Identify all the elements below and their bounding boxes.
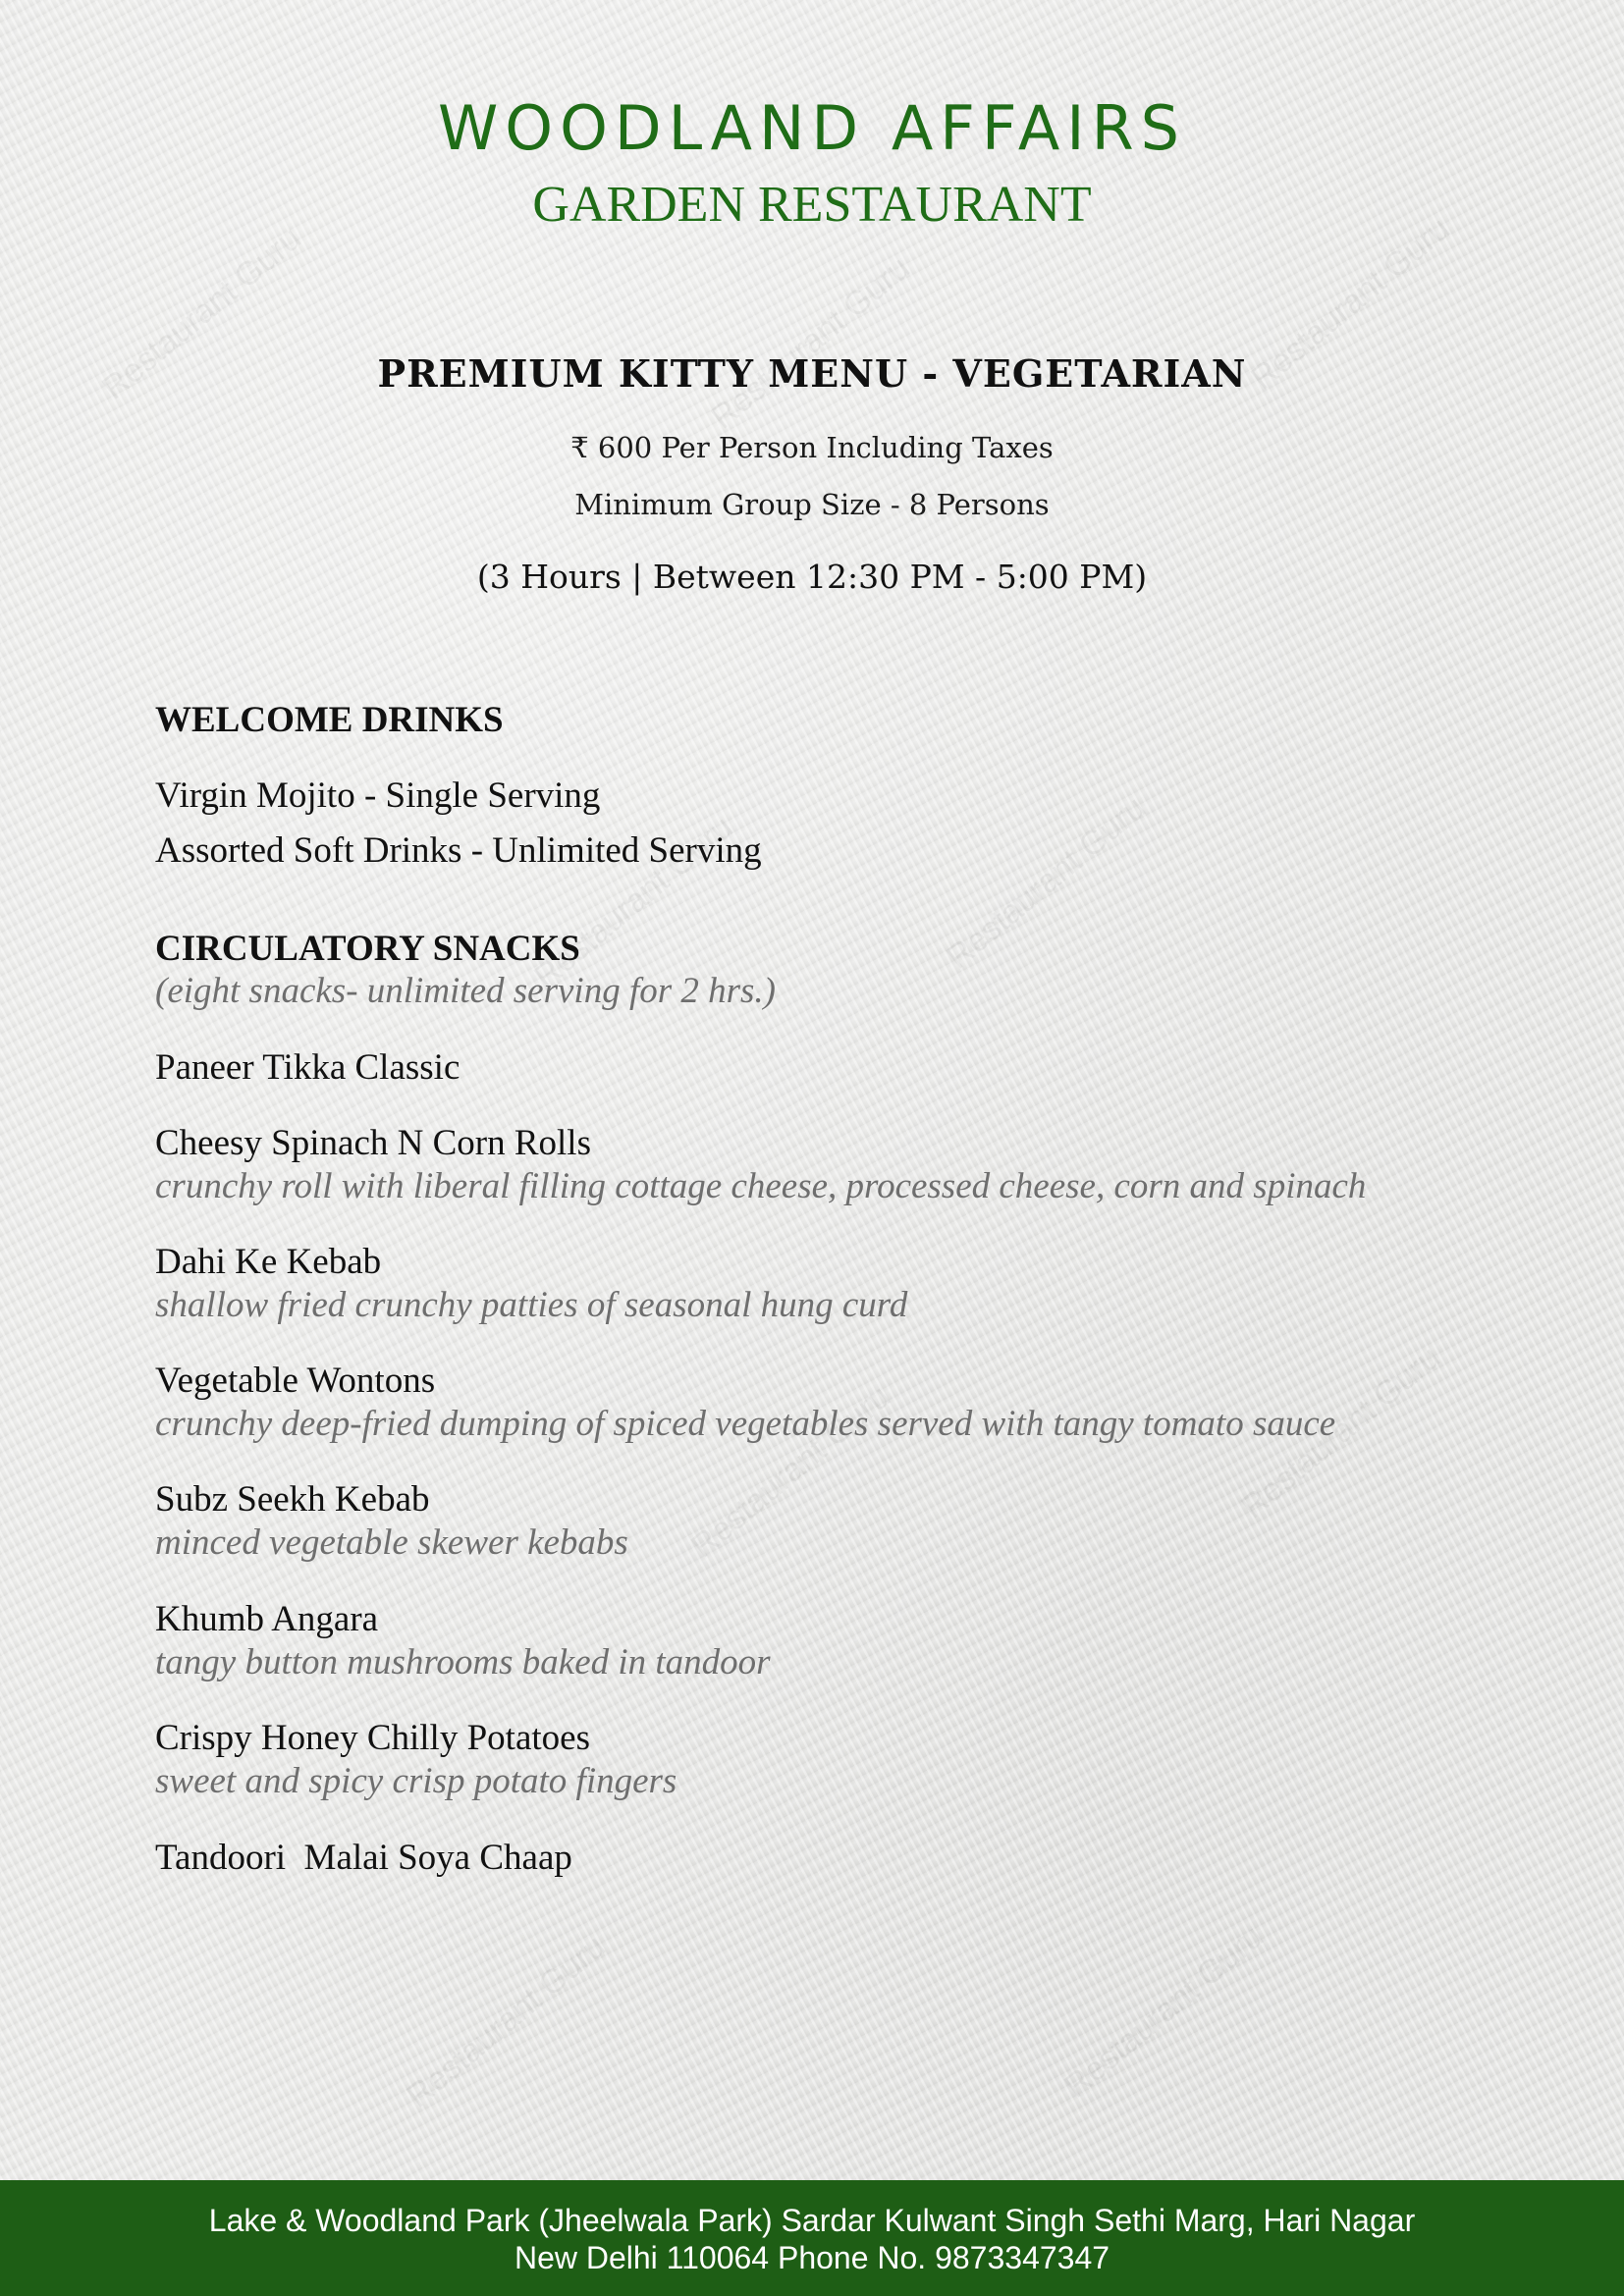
brand-subtitle: GARDEN RESTAURANT [532,177,1092,233]
snack-item-description: tangy button mushrooms baked in tandoor [155,1642,771,1682]
snack-item-description: sweet and spicy crisp potato fingers [155,1761,677,1801]
watermark-text [704,249,918,437]
snacks-heading: CIRCULATORY SNACKS [155,929,580,969]
snack-item-name: Tandoori Malai Soya Chaap [155,1838,572,1878]
snack-item-name: Khumb Angara [155,1599,379,1639]
snack-item-description: shallow fried crunchy patties of seasonal hung curd [155,1285,908,1325]
snack-item-name: Dahi Ke Kebab [155,1242,382,1282]
snack-item-name: Vegetable Wontons [155,1361,436,1401]
footer-contact: New Delhi 110064 Phone No. 9873347347 [514,2240,1110,2275]
brand-title: WOODLAND AFFAIRS [437,92,1187,164]
menu-title: PREMIUM KITTY MENU - VEGETARIAN [377,351,1247,396]
watermark-text [400,1928,614,2115]
watermark-text [1057,1918,1272,2106]
snack-item-name: Cheesy Spinach N Corn Rolls [155,1123,591,1163]
footer-address: Lake & Woodland Park (Jheelwala Park) Sardar Kulwant Singh Sethi Marg, Hari Nagar [208,2203,1416,2238]
snack-item-description: minced vegetable skewer kebabs [155,1522,628,1563]
snacks-note: (eight snacks- unlimited serving for 2 hrs.) [155,971,776,1011]
hours-line: (3 Hours | Between 12:30 PM - 5:00 PM) [476,558,1148,596]
welcome-drinks-heading: WELCOME DRINKS [155,700,504,740]
drink-item: Assorted Soft Drinks - Unlimited Serving [155,830,762,871]
footer-bar [0,2180,1624,2296]
price-line: ₹ 600 Per Person Including Taxes [570,431,1054,464]
snack-item-name: Paneer Tikka Classic [155,1047,460,1088]
snack-item-description: crunchy roll with liberal filling cottage cheese, processed cheese, corn and spinach [155,1166,1367,1206]
snack-item-name: Subz Seekh Kebab [155,1479,430,1520]
snack-item-description: crunchy deep-fried dumping of spiced vegetables served with tangy tomato sauce [155,1404,1336,1444]
group-size-line: Minimum Group Size - 8 Persons [574,488,1050,521]
drink-item: Virgin Mojito - Single Serving [155,775,601,816]
snack-item-name: Crispy Honey Chilly Potatoes [155,1718,590,1758]
